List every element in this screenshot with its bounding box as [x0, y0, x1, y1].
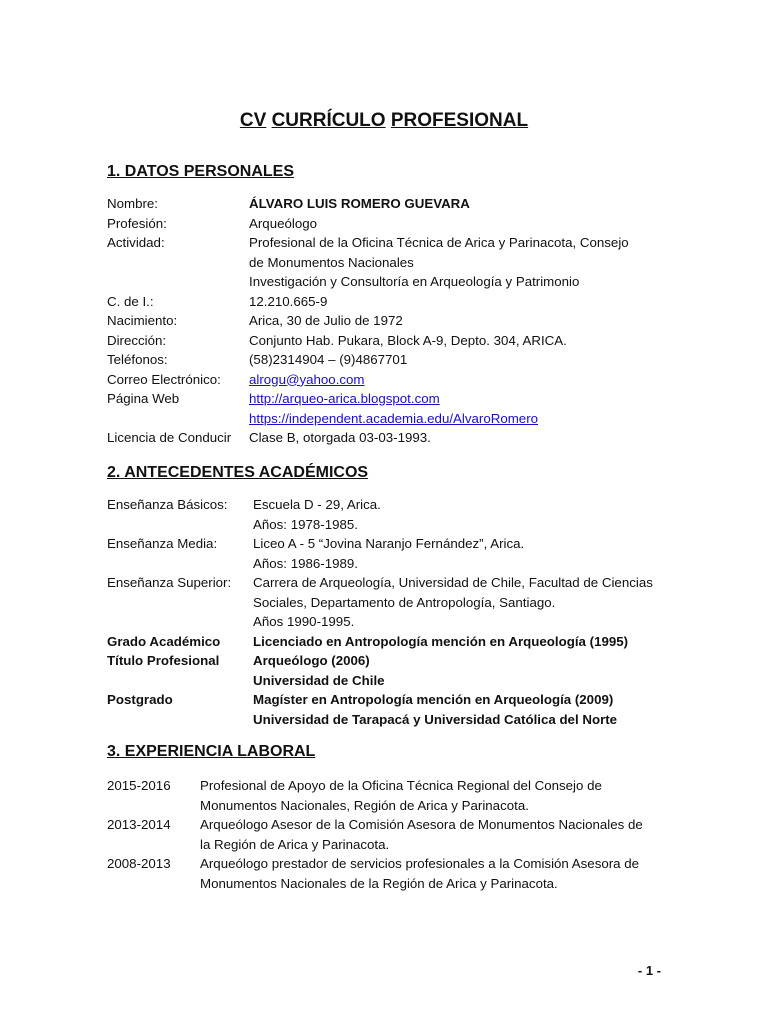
row-licencia [107, 428, 687, 448]
title-word-profesional: PROFESIONAL [390, 110, 529, 131]
value-titulo-profesional [253, 651, 687, 690]
row-nacimiento [107, 311, 687, 331]
label-licencia: Licencia de Conducir [107, 430, 232, 445]
row-pagina-web [107, 389, 687, 428]
row-titulo-profesional [107, 651, 687, 690]
experience-row [107, 854, 687, 893]
value-ensenanza-media [253, 534, 687, 573]
superior-line: Carrera de Arqueología, Universidad de Chile, Facultad de Ciencias [253, 575, 653, 590]
personal-data-block [107, 194, 687, 448]
page-number: - 1 - [637, 963, 661, 978]
value-profesion: Arqueólogo [249, 215, 318, 231]
row-ensenanza-superior [107, 573, 687, 632]
section-heading-antecedentes-academicos: 2. ANTECEDENTES ACADÉMICOS [107, 464, 369, 481]
row-postgrado [107, 690, 687, 729]
row-profesion [107, 214, 687, 234]
web-link-wrap [249, 389, 687, 409]
value-ci: 12.210.665-9 [249, 293, 328, 309]
email-link[interactable]: alrogu@yahoo.com [249, 371, 365, 387]
experience-description [200, 776, 687, 815]
value-nacimiento: Arica, 30 de Julio de 1972 [249, 313, 403, 328]
label-direccion: Dirección: [107, 332, 167, 348]
label-ensenanza-media: Enseñanza Media: [107, 536, 218, 551]
titulo-line: Universidad de Chile [253, 672, 385, 688]
experience-line: Monumentos Nacionales, Región de Arica y Parinacota. [200, 797, 529, 813]
title-word-cv: CV [239, 110, 267, 131]
experience-line: Monumentos Nacionales de la Región de Arica y Parinacota. [200, 875, 558, 891]
label-ci: C. de I.: [107, 293, 154, 309]
row-direccion [107, 331, 687, 351]
value-actividad [249, 233, 687, 292]
value-ensenanza-superior [253, 573, 687, 632]
value-licencia: Clase B, otorgada 03-03-1993. [249, 430, 431, 445]
document-title [0, 110, 768, 132]
label-nacimiento: Nacimiento: [107, 313, 178, 328]
label-ensenanza-superior: Enseñanza Superior: [107, 575, 232, 590]
label-grado-academico: Grado Académico [107, 633, 221, 649]
value-ensenanza-basica [253, 495, 687, 534]
blog-link[interactable]: http://arqueo-arica.blogspot.com [249, 391, 440, 406]
row-correo [107, 370, 687, 390]
value-nombre: ÁLVARO LUIS ROMERO GUEVARA [249, 196, 470, 211]
academia-link[interactable]: https://independent.academia.edu/AlvaroRomero [249, 410, 539, 426]
experience-years: 2013-2014 [107, 817, 171, 832]
label-titulo-profesional: Título Profesional [107, 653, 220, 668]
experience-line: Arqueólogo Asesor de la Comisión Asesora de Monumentos Nacionales de [200, 817, 643, 832]
row-ci [107, 292, 687, 312]
experience-description [200, 815, 687, 854]
label-actividad: Actividad: [107, 235, 165, 250]
postgrado-line: Universidad de Tarapacá y Universidad Católica del Norte [253, 711, 618, 727]
superior-line: Años 1990-1995. [253, 614, 355, 629]
row-nombre [107, 194, 687, 214]
media-line: Años: 1986-1989. [253, 555, 358, 571]
row-ensenanza-basica [107, 495, 687, 534]
section-heading-experiencia-laboral: 3. EXPERIENCIA LABORAL [107, 743, 316, 760]
label-profesion: Profesión: [107, 215, 167, 231]
row-grado-academico [107, 632, 687, 652]
experience-line: la Región de Arica y Parinacota. [200, 836, 390, 852]
basica-line: Años: 1978-1985. [253, 516, 358, 532]
actividad-line: Investigación y Consultoría en Arqueología y Patrimonio [249, 274, 580, 289]
value-direccion: Conjunto Hab. Pukara, Block A-9, Depto. 304, ARICA. [249, 332, 567, 348]
row-telefonos [107, 350, 687, 370]
web-link-wrap [249, 409, 687, 429]
titulo-line: Arqueólogo (2006) [253, 653, 370, 668]
label-postgrado: Postgrado [107, 692, 173, 707]
label-pagina-web: Página Web [107, 391, 180, 406]
experience-description [200, 854, 687, 893]
value-pagina-web [249, 389, 687, 428]
value-correo-wrap [249, 370, 687, 390]
row-actividad [107, 233, 687, 292]
value-grado-academico: Licenciado en Antropología mención en Arqueología (1995) [253, 633, 629, 649]
actividad-line: de Monumentos Nacionales [249, 254, 414, 270]
experience-years: 2015-2016 [107, 778, 171, 793]
experience-row [107, 776, 687, 815]
experience-row [107, 815, 687, 854]
label-telefonos: Teléfonos: [107, 352, 168, 367]
experience-line: Profesional de Apoyo de la Oficina Técnica Regional del Consejo de [200, 778, 602, 793]
basica-line: Escuela D - 29, Arica. [253, 497, 381, 512]
value-postgrado [253, 690, 687, 729]
superior-line: Sociales, Departamento de Antropología, Santiago. [253, 594, 556, 610]
actividad-line: Profesional de la Oficina Técnica de Arica y Parinacota, Consejo [249, 235, 629, 250]
label-ensenanza-basica: Enseñanza Básicos: [107, 497, 228, 512]
title-word-curriculo: CURRÍCULO [271, 110, 386, 131]
value-telefonos: (58)2314904 – (9)4867701 [249, 352, 408, 367]
media-line: Liceo A - 5 “Jovina Naranjo Fernández”, Arica. [253, 536, 525, 551]
experience-block [107, 776, 687, 893]
section-heading-datos-personales: 1. DATOS PERSONALES [107, 163, 294, 180]
row-ensenanza-media [107, 534, 687, 573]
postgrado-line: Magíster en Antropología mención en Arqueología (2009) [253, 692, 614, 707]
label-correo: Correo Electrónico: [107, 371, 221, 387]
academic-block [107, 495, 687, 729]
experience-line: Arqueólogo prestador de servicios profesionales a la Comisión Asesora de [200, 856, 640, 871]
label-nombre: Nombre: [107, 196, 158, 211]
experience-years: 2008-2013 [107, 856, 171, 871]
